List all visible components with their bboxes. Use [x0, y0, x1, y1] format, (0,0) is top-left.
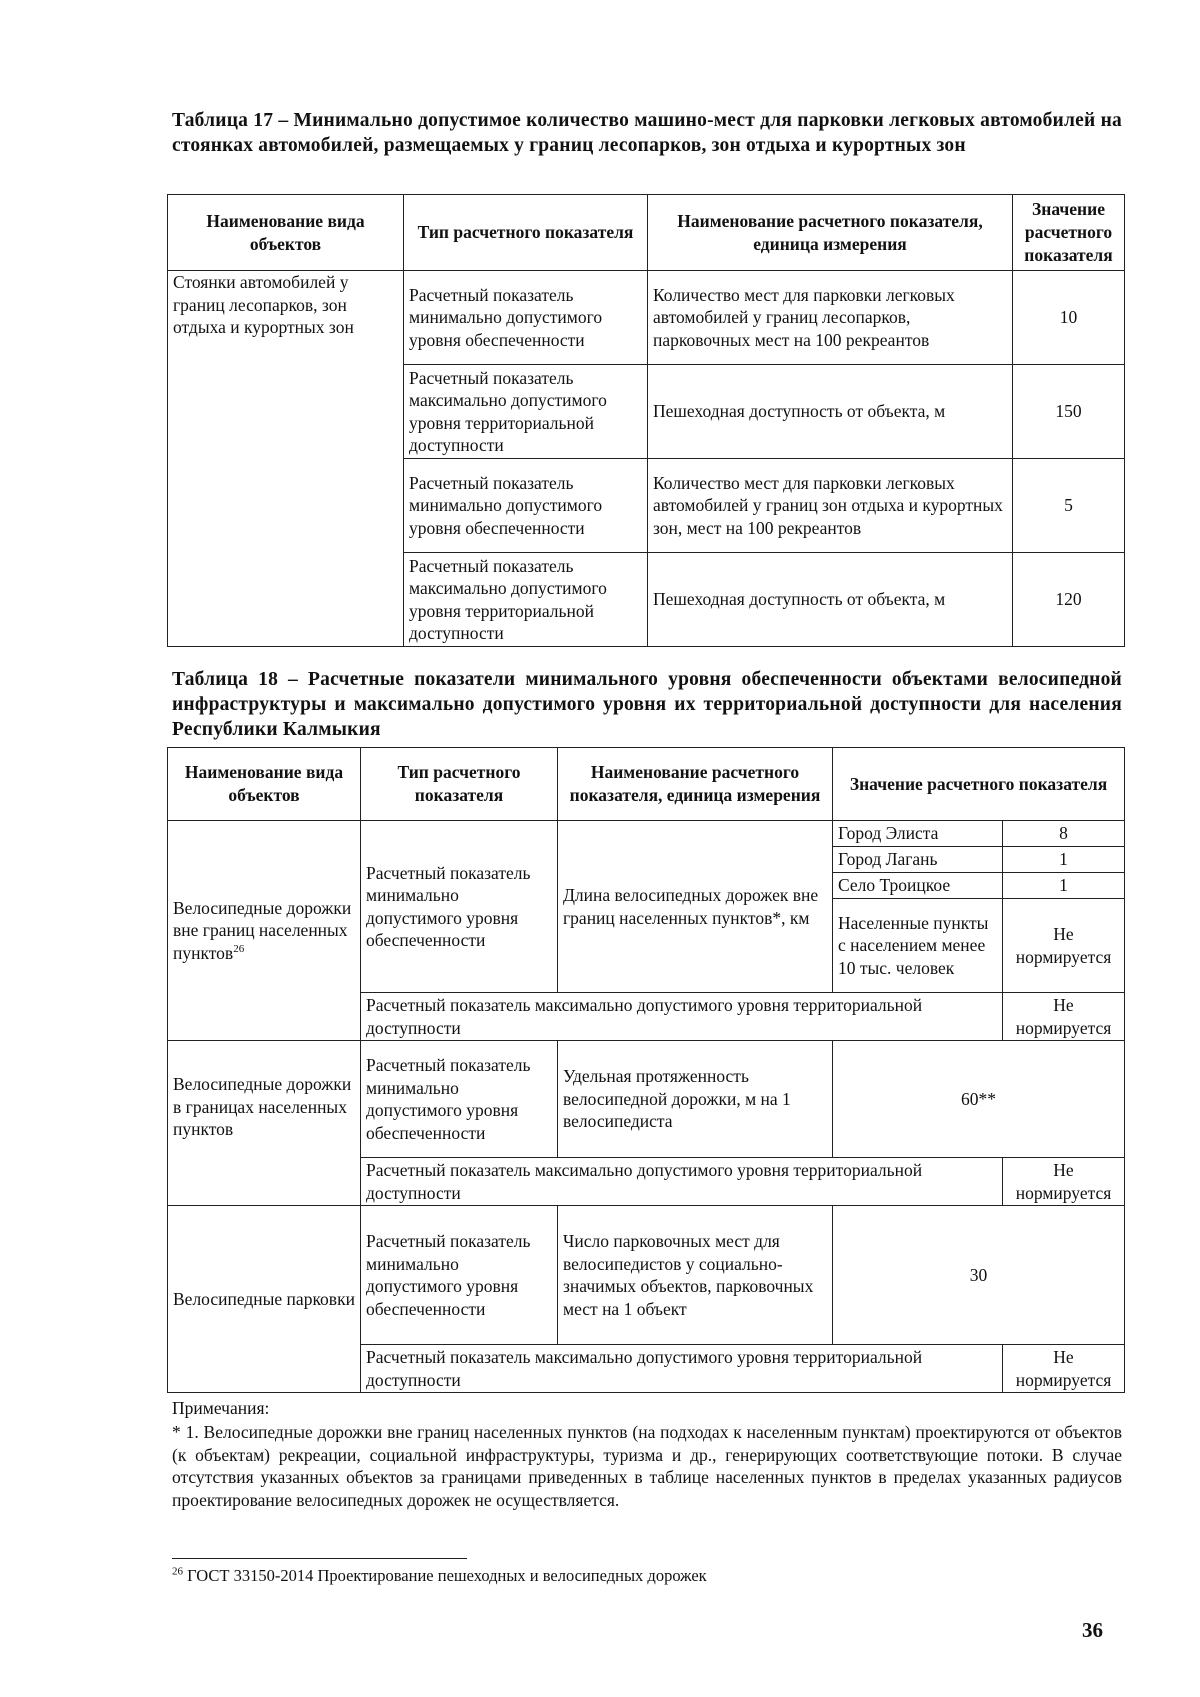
table-row [168, 1041, 1125, 1158]
footnote-mark: 26 [172, 1565, 183, 1578]
name-cell: Пешеходная доступность от объекта, м [648, 553, 1013, 647]
header-name: Наименование расчетного показателя, единица измерения [648, 195, 1013, 271]
settlement-cell: Село Троицкое [833, 873, 1003, 899]
value-cell: 1 [1003, 873, 1125, 899]
footnote-text: ГОСТ 33150-2014 Проектирование пешеходных и велосипедных дорожек [187, 1566, 707, 1585]
max-type-cell: Расчетный показатель максимально допустимого уровня территориальной доступности [361, 1158, 1003, 1206]
table-17 [167, 194, 1125, 647]
table-18-caption: Таблица 18 – Расчетные показатели минимального уровня обеспеченности объектами велосипедной инфраструктуры и максимально допустимого уровня их территориальной доступности для населения Республики Калмыкия [172, 669, 1122, 740]
object-cell: Велосипедные дорожки в границах населенных пунктов [168, 1041, 361, 1206]
table-header-row [168, 748, 1125, 821]
name-cell: Длина велосипедных дорожек вне границ населенных пунктов*, км [558, 821, 833, 993]
table-17-caption: Таблица 17 – Минимально допустимое количество машино-мест для парковки легковых автомобилей на стоянках автомобилей, размещаемых у границ лесопарков, зон отдыха и курортных зон [172, 110, 1122, 156]
max-type-cell: Расчетный показатель максимально допустимого уровня территориальной доступности [361, 993, 1003, 1041]
type-cell: Расчетный показатель минимально допустимого уровня обеспеченности [361, 1041, 558, 1158]
type-cell: Расчетный показатель максимально допустимого уровня территориальной доступности [404, 553, 648, 647]
name-cell: Количество мест для парковки легковых автомобилей у границ зон отдыха и курортных зон, мест на 100 рекреантов [648, 459, 1013, 553]
header-type: Тип расчетного показателя [404, 195, 648, 271]
header-value: Значение расчетного показателя [1013, 195, 1125, 271]
type-cell: Расчетный показатель минимально допустимого уровня обеспеченности [404, 271, 648, 365]
header-object: Наименование вида объектов [168, 748, 361, 821]
table-row [168, 821, 1125, 847]
table-row [168, 1206, 1125, 1345]
settlement-cell: Населенные пункты с населением менее 10 тыс. человек [833, 899, 1003, 993]
value-cell: 30 [833, 1206, 1125, 1345]
type-cell: Расчетный показатель минимально допустимого уровня обеспеченности [404, 459, 648, 553]
value-cell: 60** [833, 1041, 1125, 1158]
header-name: Наименование расчетного показателя, единица измерения [558, 748, 833, 821]
value-cell: Не нормируется [1003, 899, 1125, 993]
object-cell: Стоянки автомобилей у границ лесопарков, зон отдыха и курортных зон [168, 271, 404, 647]
footnote-reference: 26 [233, 942, 245, 955]
name-cell: Удельная протяженность велосипедной дорожки, м на 1 велосипедиста [558, 1041, 833, 1158]
header-object: Наименование вида объектов [168, 195, 404, 271]
footnote [172, 1565, 707, 1586]
value-cell: 120 [1013, 553, 1125, 647]
page-number: 36 [1082, 1618, 1103, 1642]
value-cell: Не нормируется [1003, 993, 1125, 1041]
type-cell: Расчетный показатель минимально допустимого уровня обеспеченности [361, 821, 558, 993]
value-cell: 8 [1003, 821, 1125, 847]
value-cell: Не нормируется [1003, 1158, 1125, 1206]
table-header-row [168, 195, 1125, 271]
notes-title: Примечания: [172, 1398, 270, 1418]
type-cell: Расчетный показатель минимально допустимого уровня обеспеченности [361, 1206, 558, 1345]
type-cell: Расчетный показатель максимально допустимого уровня территориальной доступности [404, 365, 648, 459]
value-cell: 10 [1013, 271, 1125, 365]
table-row [168, 271, 1125, 365]
name-cell: Количество мест для парковки легковых автомобилей у границ лесопарков, парковочных мест на 100 рекреантов [648, 271, 1013, 365]
table-18 [167, 747, 1125, 1393]
name-cell: Число парковочных мест для велосипедистов у социально-значимых объектов, парковочных мест на 1 объект [558, 1206, 833, 1345]
settlement-cell: Город Лагань [833, 847, 1003, 873]
value-cell: 150 [1013, 365, 1125, 459]
value-cell: Не нормируется [1003, 1345, 1125, 1393]
name-cell: Пешеходная доступность от объекта, м [648, 365, 1013, 459]
footnote-divider [172, 1558, 467, 1559]
note-item: * 1. Велосипедные дорожки вне границ населенных пунктов (на подходах к населенным пунктам) проектируются от объектов (к объектам) рекреации, социальной инфраструктуры, туризма и др., генерирующих соответствующие потоки. В случае отсутствия указанных объектов за границами приведенных в таблице населенных пунктов в пределах указанных радиусов проектирование велосипедных дорожек не осуществляется. [172, 1422, 1122, 1510]
max-type-cell: Расчетный показатель максимально допустимого уровня территориальной доступности [361, 1345, 1003, 1393]
value-cell: 5 [1013, 459, 1125, 553]
value-cell: 1 [1003, 847, 1125, 873]
object-cell [168, 821, 361, 1041]
object-text: Велосипедные дорожки вне границ населенных пунктов [173, 897, 352, 963]
settlement-cell: Город Элиста [833, 821, 1003, 847]
header-type: Тип расчетного показателя [361, 748, 558, 821]
object-cell: Велосипедные парковки [168, 1206, 361, 1393]
header-value: Значение расчетного показателя [833, 748, 1125, 821]
